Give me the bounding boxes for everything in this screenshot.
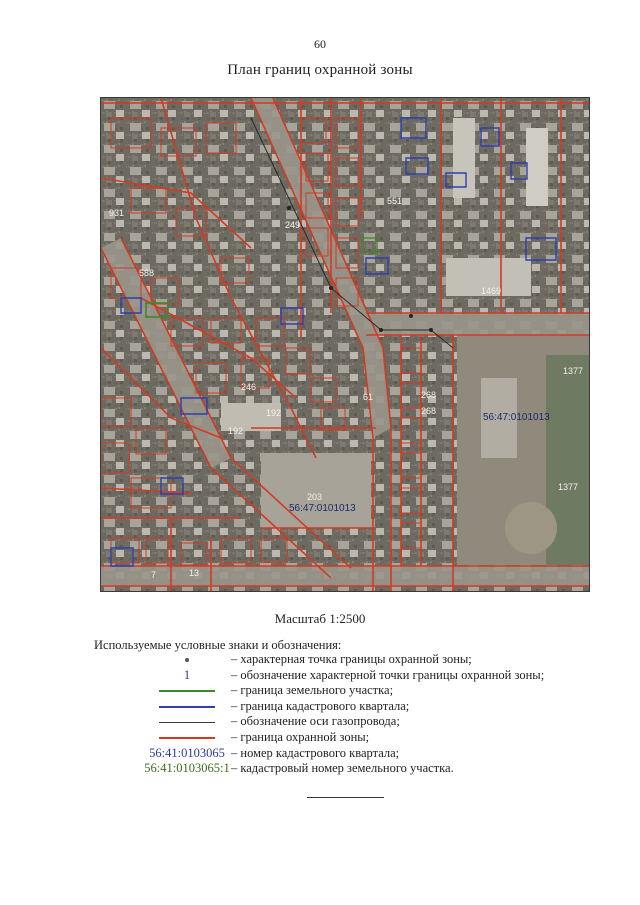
legend-item xyxy=(90,668,610,684)
parcel-label: 588 xyxy=(139,268,155,278)
parcel-label: 13 xyxy=(189,568,200,578)
map-image xyxy=(100,97,590,592)
page-number: 60 xyxy=(314,37,326,51)
end-rule xyxy=(307,797,384,798)
map-canvas xyxy=(101,98,589,591)
parcel-label: 7 xyxy=(151,570,157,580)
legend-item-text: – характерная точка границы охранной зоны; xyxy=(231,652,472,666)
legend-heading: Используемые условные знаки и обозначения: xyxy=(94,638,342,652)
legend-item xyxy=(90,761,610,777)
parcel-label: 61 xyxy=(363,392,374,402)
legend-item-text: – граница охранной зоны; xyxy=(231,729,370,744)
parcel-label: 246 xyxy=(241,382,257,392)
legend-item xyxy=(90,714,610,730)
legend-item-text: – граница кадастрового квартала; xyxy=(231,698,410,713)
parcel-border-line-icon xyxy=(159,690,215,692)
legend-item-text: – кадастровый номер земельного участка. xyxy=(231,761,454,776)
parcel-label: 268 xyxy=(421,390,437,400)
legend-item xyxy=(90,652,610,668)
legend-item xyxy=(90,746,610,762)
parcel-label: 1377 xyxy=(563,366,584,376)
legend xyxy=(90,652,610,777)
point-number-sample: 1 xyxy=(183,667,191,682)
legend-item xyxy=(90,699,610,715)
quarter-border-line-icon xyxy=(159,706,215,708)
parcel-label: 1469 xyxy=(481,286,502,296)
quarter-label: 56:47:0101013 xyxy=(289,503,356,514)
legend-item-text: – граница земельного участка; xyxy=(231,683,394,698)
gas-axis-line-icon xyxy=(159,722,215,723)
parcel-label: 249 xyxy=(285,220,301,230)
parcel-label: 551 xyxy=(387,196,403,206)
quarter-number-sample: 56:41:0103065 xyxy=(149,745,225,760)
zone-border-line-icon xyxy=(159,737,215,739)
parcel-label: 1377 xyxy=(558,482,579,492)
legend-item-text: – обозначение характерной точки границы охранной зоны; xyxy=(231,667,545,682)
legend-item-text: – номер кадастрового квартала; xyxy=(231,745,400,760)
legend-item-text: – обозначение оси газопровода; xyxy=(231,714,400,729)
parcel-label: 192 xyxy=(266,408,282,418)
point-marker-icon xyxy=(185,658,189,662)
parcel-number-sample: 56:41:0103065:1 xyxy=(144,761,230,776)
legend-item xyxy=(90,683,610,699)
quarter-label: 56:47:0101013 xyxy=(483,412,550,423)
page-title: План границ охранной зоны xyxy=(227,62,413,78)
parcel-label: 192 xyxy=(228,426,244,436)
legend-item xyxy=(90,730,610,746)
parcel-label: 931 xyxy=(109,208,125,218)
parcel-label: 203 xyxy=(307,492,323,502)
map-scale: Масштаб 1:2500 xyxy=(274,611,366,626)
parcel-label: 268 xyxy=(421,406,437,416)
